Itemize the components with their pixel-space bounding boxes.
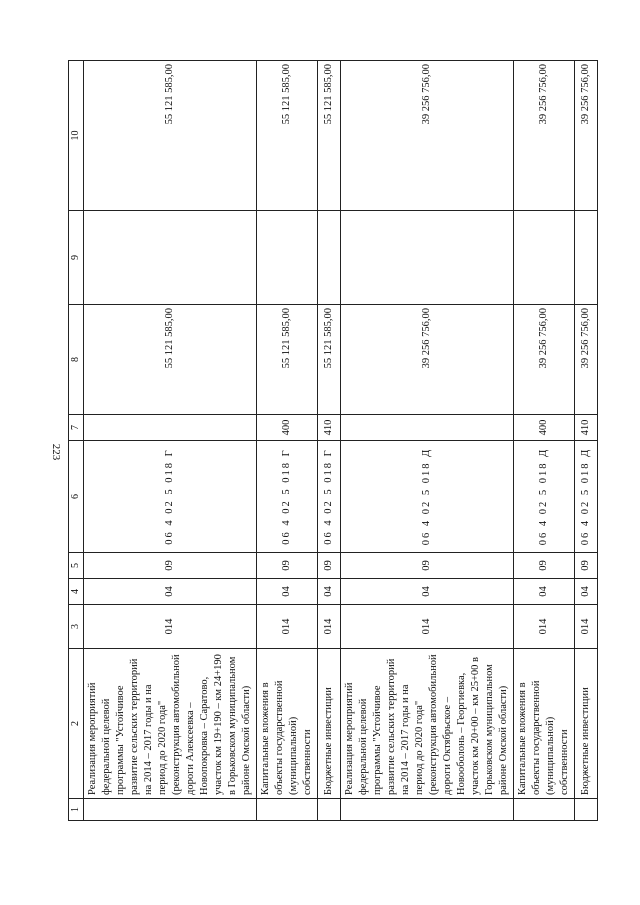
header-cell: 5: [69, 553, 84, 579]
cell-description: Бюджетные инвестиции: [575, 649, 598, 799]
cell-total: 39 256 756,00: [514, 61, 575, 211]
cell-target-code: 06 4 02 5 018 Д: [341, 441, 514, 553]
cell-ministry: 014: [341, 605, 514, 649]
cell-description: Капитальные вложения в объекты государственной (муниципальной) собственности: [514, 649, 575, 799]
page-number: 223: [50, 443, 62, 461]
cell-total: 55 121 585,00: [84, 61, 257, 211]
cell-target-code: 06 4 02 5 018 Г: [84, 441, 257, 553]
table-row: [257, 61, 318, 821]
cell-target-code: 06 4 02 5 018 Д: [514, 441, 575, 553]
cell-description: Капитальные вложения в объекты государственной (муниципальной) собственности: [257, 649, 318, 799]
header-cell: 6: [69, 441, 84, 553]
cell-expense-type: 400: [514, 415, 575, 441]
cell-amount-other: [575, 211, 598, 305]
table-row: [84, 61, 257, 821]
cell-amount-other: [318, 211, 341, 305]
cell-section: 04: [318, 579, 341, 605]
cell-subsection: 09: [575, 553, 598, 579]
cell-ministry: 014: [514, 605, 575, 649]
cell-section: 04: [514, 579, 575, 605]
cell-section: 04: [341, 579, 514, 605]
header-cell: 10: [69, 61, 84, 211]
cell-target-code: 06 4 02 5 018 Д: [575, 441, 598, 553]
cell-ministry: 014: [257, 605, 318, 649]
cell-num: [84, 799, 257, 821]
cell-ministry: 014: [575, 605, 598, 649]
cell-expense-type: [84, 415, 257, 441]
cell-total: 55 121 585,00: [318, 61, 341, 211]
cell-total: 39 256 756,00: [575, 61, 598, 211]
header-cell: 2: [69, 649, 84, 799]
cell-expense-type: 400: [257, 415, 318, 441]
cell-num: [575, 799, 598, 821]
cell-section: 04: [84, 579, 257, 605]
cell-subsection: 09: [514, 553, 575, 579]
cell-subsection: 09: [318, 553, 341, 579]
cell-subsection: 09: [257, 553, 318, 579]
cell-target-code: 06 4 02 5 018 Г: [257, 441, 318, 553]
cell-amount: 55 121 585,00: [257, 305, 318, 415]
cell-subsection: 09: [84, 553, 257, 579]
rotated-page-content: [68, 61, 591, 821]
cell-num: [257, 799, 318, 821]
cell-target-code: 06 4 02 5 018 Г: [318, 441, 341, 553]
header-row: [69, 61, 84, 821]
cell-amount: 39 256 756,00: [514, 305, 575, 415]
header-cell: 9: [69, 211, 84, 305]
cell-description: Реализация мероприятий федеральной целевой программы "Устойчивое развитие сельских территорий на 2014 – 2017 годы и на период до 2020 года" (реконструкция автомобильной дороги Октябрьское – Новооболонь – Георгиевка, участок км 20+00 – км 25+00 в Горьковском муниципальном районе Омской области): [341, 649, 514, 799]
cell-num: [514, 799, 575, 821]
header-cell: 4: [69, 579, 84, 605]
header-cell: 7: [69, 415, 84, 441]
cell-expense-type: [341, 415, 514, 441]
cell-subsection: 09: [341, 553, 514, 579]
cell-description: Бюджетные инвестиции: [318, 649, 341, 799]
cell-amount: 55 121 585,00: [318, 305, 341, 415]
table-row: [341, 61, 514, 821]
cell-amount: 39 256 756,00: [341, 305, 514, 415]
cell-expense-type: 410: [575, 415, 598, 441]
cell-amount-other: [257, 211, 318, 305]
cell-amount-other: [84, 211, 257, 305]
table-row: [575, 61, 598, 821]
header-cell: 3: [69, 605, 84, 649]
header-cell: 1: [69, 799, 84, 821]
cell-amount-other: [341, 211, 514, 305]
cell-amount: 39 256 756,00: [575, 305, 598, 415]
budget-table: [68, 60, 598, 821]
cell-num: [318, 799, 341, 821]
cell-section: 04: [575, 579, 598, 605]
table-row: [318, 61, 341, 821]
cell-amount: 55 121 585,00: [84, 305, 257, 415]
table-row: [514, 61, 575, 821]
cell-section: 04: [257, 579, 318, 605]
cell-total: 55 121 585,00: [257, 61, 318, 211]
cell-description: Реализация мероприятий федеральной целевой программы "Устойчивое развитие сельских территорий на 2014 – 2017 годы и на период до 2020 года" (реконструкция автомобильной дороги Алексеевка – Новопокровка – Саратово, участок км 19+190 – км 24+190 в Горьковском муниципальном районе Омской области): [84, 649, 257, 799]
cell-num: [341, 799, 514, 821]
cell-expense-type: 410: [318, 415, 341, 441]
header-cell: 8: [69, 305, 84, 415]
cell-amount-other: [514, 211, 575, 305]
cell-ministry: 014: [84, 605, 257, 649]
cell-total: 39 256 756,00: [341, 61, 514, 211]
cell-ministry: 014: [318, 605, 341, 649]
